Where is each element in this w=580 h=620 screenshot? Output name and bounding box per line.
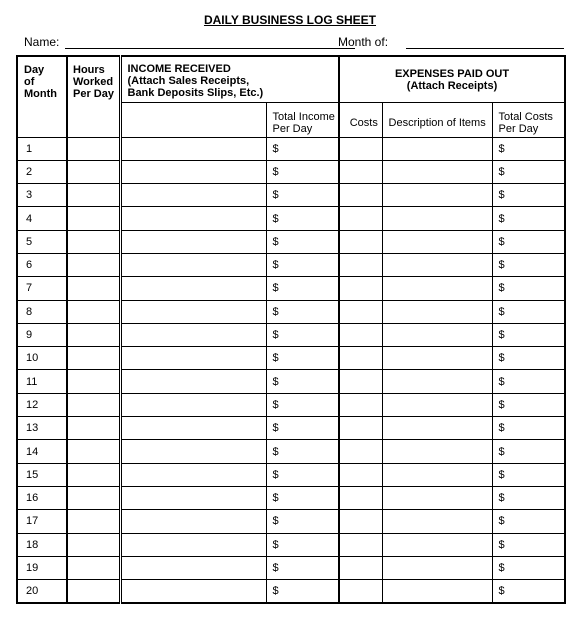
income-details-cell[interactable]	[120, 253, 266, 276]
income-details-cell[interactable]	[120, 277, 266, 300]
income-details-blank-header	[120, 102, 266, 137]
day-cell: 3	[17, 184, 67, 207]
income-details-cell[interactable]	[120, 580, 266, 603]
hours-cell[interactable]	[67, 184, 120, 207]
hours-cell[interactable]	[67, 137, 120, 160]
month-label: Month of:	[338, 35, 389, 49]
day-cell: 1	[17, 137, 67, 160]
table-row	[17, 277, 565, 300]
description-cell[interactable]	[382, 370, 492, 393]
table-row	[17, 230, 565, 253]
total-income-cell[interactable]: $	[266, 370, 339, 393]
costs-cell[interactable]	[339, 347, 382, 370]
costs-cell[interactable]	[339, 253, 382, 276]
header-row-1	[17, 56, 565, 102]
total-income-cell[interactable]: $	[266, 417, 339, 440]
table-row	[17, 580, 565, 603]
hours-cell[interactable]	[67, 347, 120, 370]
day-cell: 2	[17, 160, 67, 183]
total-income-cell[interactable]: $	[266, 300, 339, 323]
costs-cell[interactable]	[339, 230, 382, 253]
table-row	[17, 393, 565, 416]
expenses-paid-out-header: EXPENSES PAID OUT (Attach Receipts)	[339, 56, 565, 102]
total-costs-cell[interactable]: $	[492, 253, 565, 276]
hours-cell[interactable]	[67, 393, 120, 416]
description-cell[interactable]	[382, 580, 492, 603]
hours-cell[interactable]	[67, 556, 120, 579]
description-cell[interactable]	[382, 463, 492, 486]
total-income-cell[interactable]: $	[266, 347, 339, 370]
day-cell: 8	[17, 300, 67, 323]
name-month-row	[24, 34, 564, 52]
description-cell[interactable]	[382, 160, 492, 183]
income-details-cell[interactable]	[120, 207, 266, 230]
total-income-cell[interactable]: $	[266, 253, 339, 276]
total-costs-cell[interactable]: $	[492, 370, 565, 393]
hours-cell[interactable]	[67, 463, 120, 486]
day-cell: 13	[17, 417, 67, 440]
costs-cell[interactable]	[339, 417, 382, 440]
hours-cell[interactable]	[67, 207, 120, 230]
total-income-cell[interactable]: $	[266, 230, 339, 253]
hours-cell[interactable]	[67, 300, 120, 323]
day-cell: 20	[17, 580, 67, 603]
table-row	[17, 184, 565, 207]
description-cell[interactable]	[382, 393, 492, 416]
description-cell[interactable]	[382, 137, 492, 160]
income-details-cell[interactable]	[120, 533, 266, 556]
total-costs-cell[interactable]: $	[492, 510, 565, 533]
income-details-cell[interactable]	[120, 510, 266, 533]
log-table	[16, 55, 566, 604]
income-details-cell[interactable]	[120, 184, 266, 207]
total-costs-cell[interactable]: $	[492, 137, 565, 160]
total-costs-cell[interactable]: $	[492, 486, 565, 509]
income-details-cell[interactable]	[120, 440, 266, 463]
costs-cell[interactable]	[339, 207, 382, 230]
total-income-cell[interactable]: $	[266, 323, 339, 346]
hours-worked-header: Hours Worked Per Day	[67, 56, 120, 137]
total-costs-cell[interactable]: $	[492, 463, 565, 486]
description-cell[interactable]	[382, 207, 492, 230]
costs-cell[interactable]	[339, 440, 382, 463]
total-costs-cell[interactable]: $	[492, 230, 565, 253]
income-details-cell[interactable]	[120, 323, 266, 346]
total-income-cell[interactable]: $	[266, 533, 339, 556]
table-row	[17, 463, 565, 486]
total-costs-cell[interactable]: $	[492, 417, 565, 440]
table-row	[17, 440, 565, 463]
total-costs-cell[interactable]: $	[492, 393, 565, 416]
day-cell: 19	[17, 556, 67, 579]
costs-cell[interactable]	[339, 277, 382, 300]
day-cell: 6	[17, 253, 67, 276]
day-cell: 11	[17, 370, 67, 393]
total-costs-cell[interactable]: $	[492, 207, 565, 230]
total-costs-cell[interactable]: $	[492, 277, 565, 300]
income-details-cell[interactable]	[120, 556, 266, 579]
total-costs-cell[interactable]: $	[492, 556, 565, 579]
table-row	[17, 160, 565, 183]
day-cell: 10	[17, 347, 67, 370]
hours-cell[interactable]	[67, 323, 120, 346]
costs-header: Costs	[339, 102, 382, 137]
day-cell: 4	[17, 207, 67, 230]
description-cell[interactable]	[382, 440, 492, 463]
description-cell[interactable]	[382, 347, 492, 370]
income-details-cell[interactable]	[120, 137, 266, 160]
day-cell: 9	[17, 323, 67, 346]
costs-cell[interactable]	[339, 370, 382, 393]
total-costs-cell[interactable]: $	[492, 533, 565, 556]
costs-cell[interactable]	[339, 486, 382, 509]
costs-cell[interactable]	[339, 323, 382, 346]
hours-cell[interactable]	[67, 580, 120, 603]
description-cell[interactable]	[382, 184, 492, 207]
hours-cell[interactable]	[67, 253, 120, 276]
costs-cell[interactable]	[339, 556, 382, 579]
total-income-cell[interactable]: $	[266, 393, 339, 416]
costs-cell[interactable]	[339, 580, 382, 603]
income-details-cell[interactable]	[120, 463, 266, 486]
description-cell[interactable]	[382, 486, 492, 509]
description-cell[interactable]	[382, 556, 492, 579]
income-details-cell[interactable]	[120, 230, 266, 253]
table-row	[17, 417, 565, 440]
costs-cell[interactable]	[339, 533, 382, 556]
day-cell: 12	[17, 393, 67, 416]
total-costs-cell[interactable]: $	[492, 160, 565, 183]
description-cell[interactable]	[382, 533, 492, 556]
hours-cell[interactable]	[67, 160, 120, 183]
total-income-cell[interactable]: $	[266, 486, 339, 509]
name-field[interactable]	[65, 48, 355, 49]
description-cell[interactable]	[382, 417, 492, 440]
total-costs-cell[interactable]: $	[492, 580, 565, 603]
day-cell: 7	[17, 277, 67, 300]
costs-cell[interactable]	[339, 300, 382, 323]
page-title: DAILY BUSINESS LOG SHEET	[203, 13, 377, 27]
table-row	[17, 323, 565, 346]
total-costs-cell[interactable]: $	[492, 323, 565, 346]
table-row	[17, 137, 565, 160]
income-details-cell[interactable]	[120, 160, 266, 183]
costs-cell[interactable]	[339, 137, 382, 160]
income-details-cell[interactable]	[120, 300, 266, 323]
total-costs-cell[interactable]: $	[492, 300, 565, 323]
day-of-month-header: Day of Month	[17, 56, 67, 137]
total-income-cell[interactable]: $	[266, 556, 339, 579]
day-cell: 5	[17, 230, 67, 253]
costs-cell[interactable]	[339, 510, 382, 533]
total-costs-per-day-header: Total Costs Per Day	[492, 102, 565, 137]
total-income-cell[interactable]: $	[266, 277, 339, 300]
income-details-cell[interactable]	[120, 393, 266, 416]
total-income-cell[interactable]: $	[266, 207, 339, 230]
hours-cell[interactable]	[67, 533, 120, 556]
table-row	[17, 486, 565, 509]
costs-cell[interactable]	[339, 160, 382, 183]
table-row	[17, 347, 565, 370]
month-field[interactable]	[406, 48, 564, 49]
income-details-cell[interactable]	[120, 347, 266, 370]
income-details-cell[interactable]	[120, 417, 266, 440]
hours-cell[interactable]	[67, 486, 120, 509]
costs-cell[interactable]	[339, 184, 382, 207]
total-income-cell[interactable]: $	[266, 510, 339, 533]
day-cell: 15	[17, 463, 67, 486]
total-costs-cell[interactable]: $	[492, 347, 565, 370]
total-income-cell[interactable]: $	[266, 580, 339, 603]
total-costs-cell[interactable]: $	[492, 184, 565, 207]
total-costs-cell[interactable]: $	[492, 440, 565, 463]
day-cell: 17	[17, 510, 67, 533]
total-income-cell[interactable]: $	[266, 440, 339, 463]
table-row	[17, 370, 565, 393]
costs-cell[interactable]	[339, 463, 382, 486]
hours-cell[interactable]	[67, 277, 120, 300]
table-row	[17, 253, 565, 276]
hours-cell[interactable]	[67, 417, 120, 440]
description-cell[interactable]	[382, 230, 492, 253]
name-label: Name:	[24, 35, 60, 49]
day-cell: 14	[17, 440, 67, 463]
hours-cell[interactable]	[67, 230, 120, 253]
description-cell[interactable]	[382, 277, 492, 300]
income-details-cell[interactable]	[120, 486, 266, 509]
description-cell[interactable]	[382, 300, 492, 323]
table-row	[17, 300, 565, 323]
hours-cell[interactable]	[67, 510, 120, 533]
hours-cell[interactable]	[67, 440, 120, 463]
total-income-cell[interactable]: $	[266, 463, 339, 486]
income-received-header: INCOME RECEIVED (Attach Sales Receipts, Bank Deposits Slips, Etc.)	[120, 56, 339, 102]
day-cell: 18	[17, 533, 67, 556]
table-row	[17, 533, 565, 556]
description-of-items-header: Description of Items	[382, 102, 492, 137]
hours-cell[interactable]	[67, 370, 120, 393]
total-income-per-day-header: Total Income Per Day	[266, 102, 339, 137]
income-details-cell[interactable]	[120, 370, 266, 393]
table-row	[17, 556, 565, 579]
table-row	[17, 207, 565, 230]
costs-cell[interactable]	[339, 393, 382, 416]
description-cell[interactable]	[382, 510, 492, 533]
total-income-cell[interactable]: $	[266, 184, 339, 207]
total-income-cell[interactable]: $	[266, 137, 339, 160]
table-row	[17, 510, 565, 533]
description-cell[interactable]	[382, 323, 492, 346]
total-income-cell[interactable]: $	[266, 160, 339, 183]
description-cell[interactable]	[382, 253, 492, 276]
day-cell: 16	[17, 486, 67, 509]
